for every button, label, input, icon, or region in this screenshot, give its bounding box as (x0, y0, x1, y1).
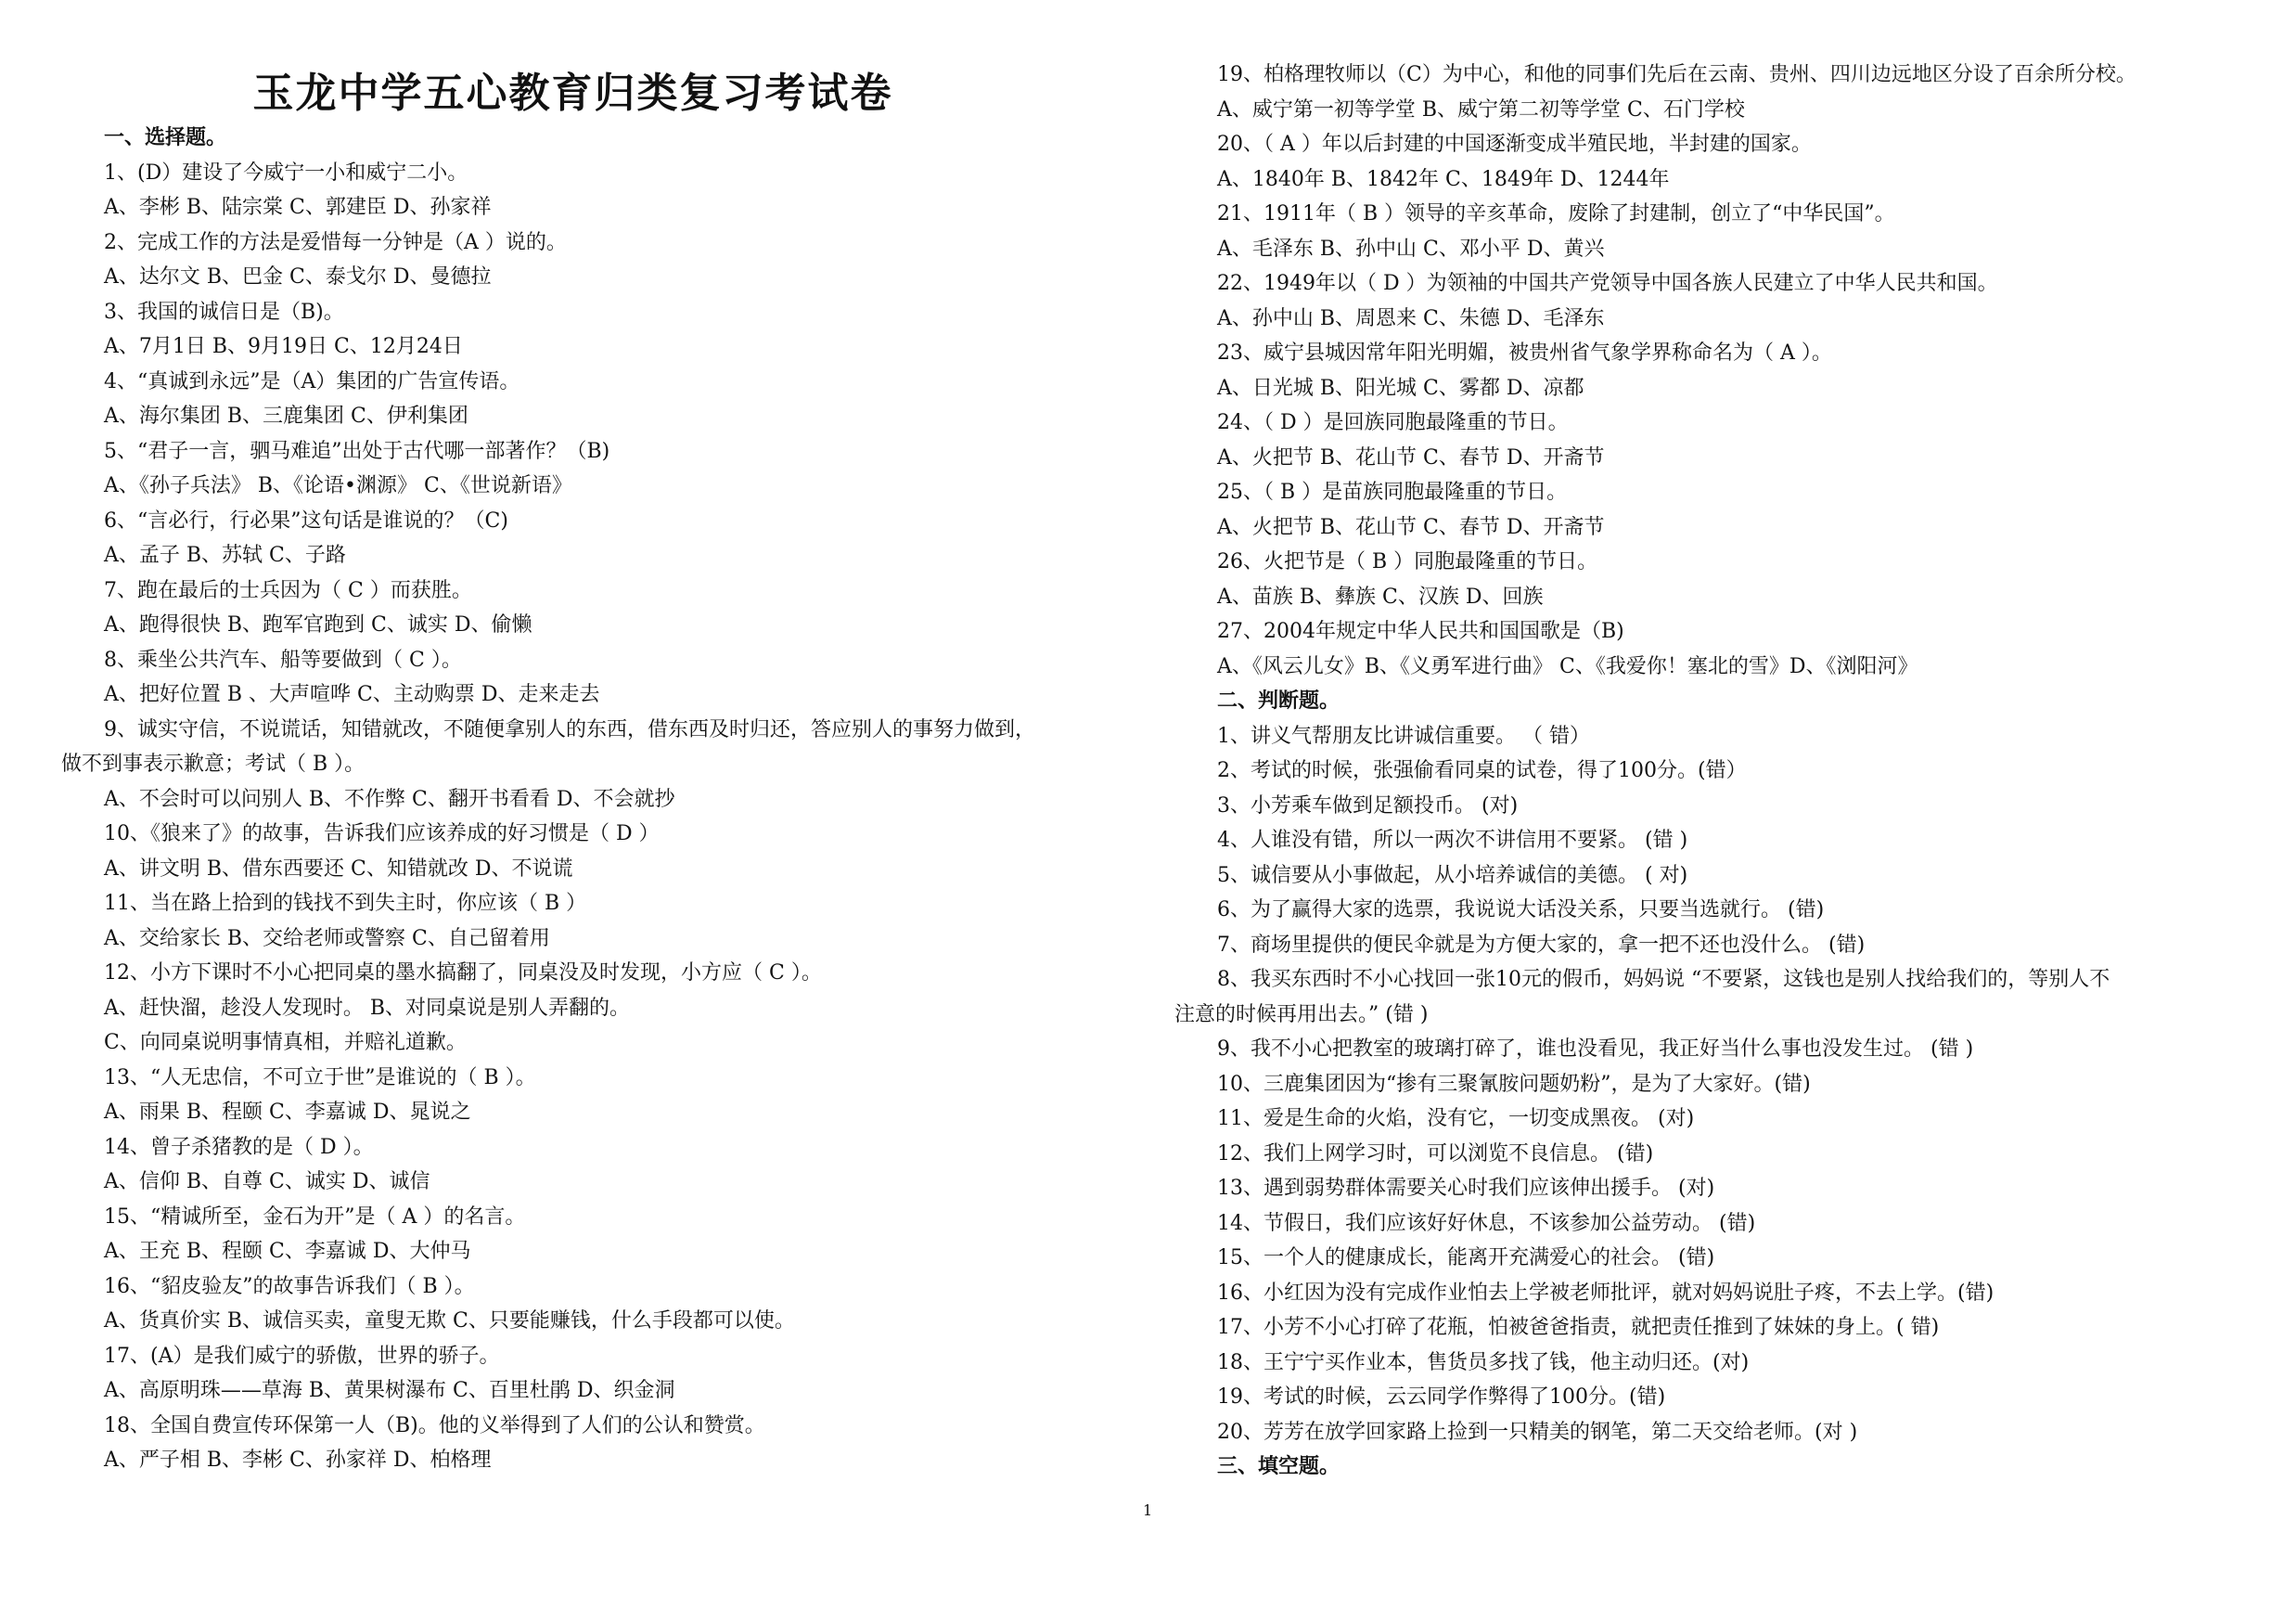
section-heading: 三、填空题。 (1217, 1455, 1340, 1478)
question-line: 9、诚实守信，不说谎话，知错就改，不随便拿别人的东西，借东西及时归还，答应别人的事努力做到， (104, 717, 1036, 741)
question-line: 8、乘坐公共汽车、船等要做到（ C ）。 (104, 648, 462, 672)
answer-options: A、苗族 B、彝族 C、汉族 D、回族 (1217, 585, 1544, 609)
question-line: 16、小红因为没有完成作业怕去上学被老师批评，就对妈妈说肚子疼，不去上学。(错) (1217, 1281, 1995, 1305)
answer-options: A、不会时可以问别人 B、不作弊 C、翻开书看看 D、不会就抄 (104, 787, 675, 811)
question-line: 25、（ B ）是苗族同胞最隆重的节日。 (1217, 481, 1568, 504)
question-line: 23、威宁县城因常年阳光明媚，被贵州省气象学界称命名为（ A ）。 (1217, 341, 1832, 365)
answer-options: A、把好位置 B 、大声喧哗 C、主动购票 D、走来走去 (104, 683, 600, 706)
question-line: 27、2004年规定中华人民共和国国歌是（B) (1217, 620, 1624, 643)
question-line: 6、“言必行，行必果”这句话是谁说的？（C) (104, 509, 508, 533)
question-line: 4、“真诚到永远”是（A）集团的广告宣传语。 (104, 369, 520, 393)
question-line: 13、遇到弱势群体需要关心时我们应该伸出援手。 (对) (1217, 1177, 1715, 1200)
question-line: 12、我们上网学习时，可以浏览不良信息。 (错) (1217, 1141, 1654, 1166)
question-line: 做不到事表示歉意；考试（ B ）。 (61, 753, 366, 776)
question-line: 1、(D）建设了今威宁一小和威宁二小。 (104, 161, 468, 185)
question-line: 18、全国自费宣传环保第一人（B)。他的义举得到了人们的公认和赞赏。 (104, 1413, 765, 1437)
answer-options: A、1840年 B、1842年 C、1849年 D、1244年 (1217, 167, 1670, 191)
question-line: 10、三鹿集团因为“掺有三聚氰胺问题奶粉”，是为了大家好。(错) (1217, 1072, 1811, 1096)
answer-options: A、《孙子兵法》 B、《论语•渊源》 C、《世说新语》 (104, 474, 572, 497)
question-line: 15、“精诚所至，金石为开”是（ A ）的名言。 (104, 1204, 526, 1229)
question-line: 5、诚信要从小事做起，从小培养诚信的美德。 ( 对) (1217, 863, 1688, 887)
section-heading: 二、判断题。 (1217, 689, 1340, 713)
answer-options: A、火把节 B、花山节 C、春节 D、开斋节 (1217, 445, 1605, 470)
question-line: 2、完成工作的方法是爱惜每一分钟是（A ）说的。 (104, 230, 567, 254)
answer-options: A、达尔文 B、巴金 C、泰戈尔 D、曼德拉 (104, 265, 492, 289)
question-line: 4、人谁没有错，所以一两次不讲信用不要紧。 (错 ) (1217, 829, 1688, 852)
answer-options: A、火把节 B、花山节 C、春节 D、开斋节 (1217, 515, 1605, 539)
question-line: 16、“貂皮验友”的故事告诉我们（ B ）。 (104, 1274, 475, 1298)
question-line: 注意的时候再用出去。” (错 ) (1174, 1002, 1429, 1026)
question-line: 12、小方下课时不小心把同桌的墨水搞翻了，同桌没及时发现，小方应（ C ）。 (104, 961, 822, 985)
question-line: 20、（ A ）年以后封建的中国逐渐变成半殖民地，半封建的国家。 (1217, 133, 1812, 156)
question-line: 1、讲义气帮朋友比讲诚信重要。 （ 错） (1217, 724, 1590, 748)
answer-options: A、交给家长 B、交给老师或警察 C、自己留着用 (104, 926, 550, 950)
answer-options: A、毛泽东 B、孙中山 C、邓小平 D、黄兴 (1217, 237, 1605, 261)
question-line: 19、柏格理牧师以（C）为中心，和他的同事们先后在云南、贵州、四川边远地区分设了百余所分校。 (1217, 63, 2136, 86)
answer-options: A、讲文明 B、借东西要还 C、知错就改 D、不说谎 (104, 857, 573, 881)
question-line: 7、跑在最后的士兵因为（ C ）而获胜。 (104, 578, 472, 602)
question-line: 8、我买东西时不小心找回一张10元的假币，妈妈说 “不要紧，这钱也是别人找给我们的，等别人不 (1217, 968, 2110, 991)
question-line: 17、小芳不小心打碎了花瓶，怕被爸爸指责，就把责任推到了妹妹的身上。( 错) (1217, 1316, 1940, 1339)
question-line: 10、《狼来了》的故事，告诉我们应该养成的好习惯是（ D ） (104, 822, 660, 845)
answer-options: A、王充 B、程颐 C、李嘉诚 D、大仲马 (104, 1240, 471, 1263)
answer-options: A、李彬 B、陆宗棠 C、郭建臣 D、孙家祥 (104, 196, 492, 219)
page-title: 玉龙中学五心教育归类复习考试卷 (252, 70, 893, 117)
question-line: 18、王宁宁买作业本，售货员多找了钱，他主动归还。(对) (1217, 1350, 1750, 1374)
answer-options: A、孙中山 B、周恩来 C、朱德 D、毛泽东 (1217, 306, 1605, 330)
question-line: 20、芳芳在放学回家路上捡到一只精美的钢笔，第二天交给老师。(对 ) (1217, 1420, 1858, 1444)
answer-options: A、严子相 B、李彬 C、孙家祥 D、柏格理 (104, 1449, 492, 1472)
answer-options: A、雨果 B、程颐 C、李嘉诚 D、晁说之 (104, 1101, 471, 1124)
question-line: 17、(A）是我们威宁的骄傲，世界的骄子。 (104, 1344, 500, 1368)
answer-options: A、货真价实 B、诚信买卖，童叟无欺 C、只要能赚钱，什么手段都可以使。 (104, 1309, 795, 1333)
question-line: 6、为了赢得大家的选票，我说说大话没关系，只要当选就行。 (错) (1217, 898, 1825, 921)
question-line: 2、考试的时候，张强偷看同桌的试卷，得了100分。(错） (1217, 759, 1747, 782)
question-line: 19、考试的时候，云云同学作弊得了100分。(错) (1217, 1385, 1666, 1409)
question-line: 9、我不小心把教室的玻璃打碎了，谁也没看见，我正好当什么事也没发生过。 (错 ) (1217, 1037, 1974, 1061)
answer-options: A、高原明珠——草海 B、黄果树瀑布 C、百里杜鹃 D、织金洞 (104, 1379, 675, 1402)
answer-options: A、海尔集团 B、三鹿集团 C、伊利集团 (104, 405, 468, 428)
question-line: 22、1949年以（ D ）为领袖的中国共产党领导中国各族人民建立了中华人民共和国。 (1217, 272, 1998, 295)
question-line: 26、火把节是（ B ）同胞最隆重的节日。 (1217, 550, 1598, 573)
question-line: 3、小芳乘车做到足额投币。 (对) (1217, 793, 1519, 818)
question-line: 13、“人无忠信，不可立于世”是谁说的（ B ）。 (104, 1065, 536, 1089)
answer-options: A、孟子 B、苏轼 C、子路 (104, 544, 346, 567)
answer-options: A、跑得很快 B、跑军官跑到 C、诚实 D、偷懒 (104, 613, 532, 637)
question-line: 14、曾子杀猪教的是（ D ）。 (104, 1135, 374, 1159)
answer-options: A、日光城 B、阳光城 C、雾都 D、凉都 (1217, 376, 1584, 400)
answer-options: A、赶快溜，趁没人发现时。 B、对同桌说是别人弄翻的。 (104, 996, 631, 1020)
question-line: 5、“君子一言，驷马难追”出处于古代哪一部著作？（B) (104, 439, 610, 463)
section-heading: 一、选择题。 (104, 126, 227, 149)
question-line: 15、一个人的健康成长，能离开充满爱心的社会。 (错) (1217, 1246, 1715, 1269)
question-line: 7、商场里提供的便民伞就是为方便大家的，拿一把不还也没什么。 (错) (1217, 933, 1866, 957)
page-number: 1 (1143, 1501, 1153, 1519)
answer-options: A、7月1日 B、9月19日 C、12月24日 (104, 335, 463, 358)
question-line: 11、当在路上拾到的钱找不到失主时，你应该（ B ） (104, 892, 587, 915)
question-line: 24、（ D ）是回族同胞最隆重的节日。 (1217, 411, 1569, 434)
answer-options: A、《风云儿女》B、《义勇军进行曲》 C、《我爱你！塞北的雪》D、《浏阳河》 (1217, 654, 1918, 678)
answer-options: A、信仰 B、自尊 C、诚实 D、诚信 (104, 1170, 430, 1193)
question-line: 11、爱是生命的火焰，没有它，一切变成黑夜。 (对) (1217, 1107, 1695, 1130)
answer-options: C、向同桌说明事情真相，并赔礼道歉。 (104, 1031, 467, 1054)
question-line: 21、1911年（ B ）领导的辛亥革命，废除了封建制，创立了“中华民国”。 (1217, 202, 1895, 225)
question-line: 3、我国的诚信日是（B)。 (104, 300, 344, 324)
question-line: 14、节假日，我们应该好好休息，不该参加公益劳动。 (错) (1217, 1211, 1756, 1235)
answer-options: A、威宁第一初等学堂 B、威宁第二初等学堂 C、石门学校 (1217, 97, 1745, 122)
